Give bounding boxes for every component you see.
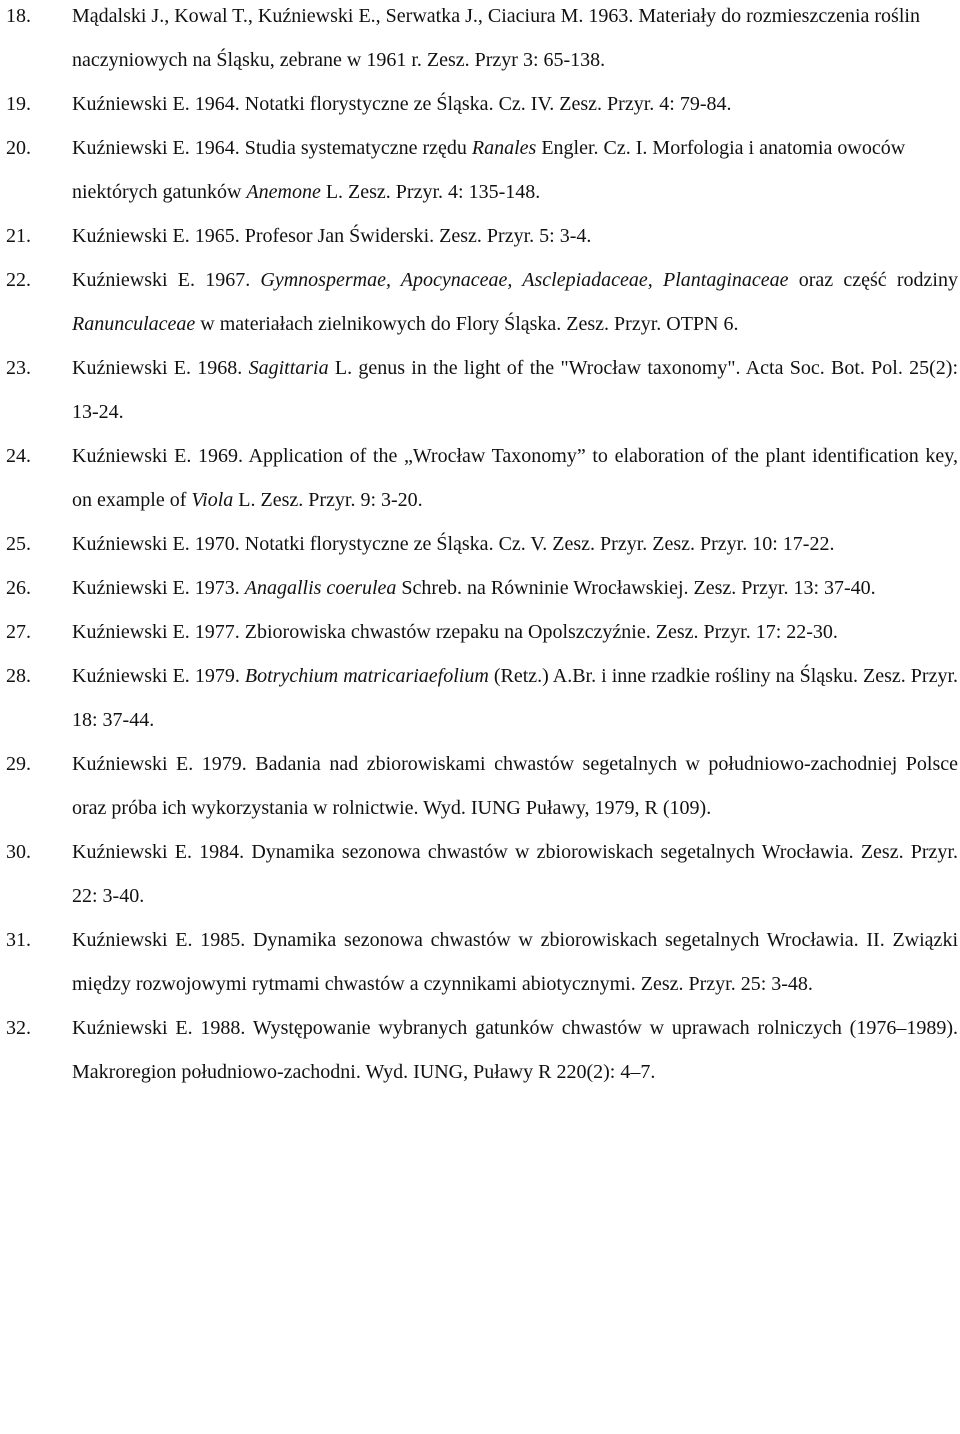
reference-number: 20. <box>6 137 31 159</box>
reference-segment: Kuźniewski E. 1985. Dynamika sezonowa chwastów w zbiorowiskach segetalnych Wrocławia. II. Związki między rozwojowymi rytmami chwastów a czynnikami abiotycznymi. Zesz. Przyr. 25: 3-48. <box>72 929 958 995</box>
reference-segment: Kuźniewski E. 1964. Studia systematyczne rzędu <box>72 137 472 159</box>
reference-number: 31. <box>6 929 31 951</box>
reference-text <box>72 82 958 126</box>
reference-text <box>72 522 958 566</box>
reference-item <box>0 258 960 346</box>
reference-segment: Kuźniewski E. 1968. <box>72 357 249 379</box>
reference-segment: Kuźniewski E. 1969. Application of the „Wrocław Taxonomy” to elaboration of the plant identification key, on example of <box>72 445 958 511</box>
reference-number: 32. <box>6 1017 31 1039</box>
reference-text <box>72 346 958 434</box>
reference-number: 29. <box>6 753 31 775</box>
reference-item <box>0 918 960 1006</box>
reference-text <box>72 258 958 346</box>
reference-number: 25. <box>6 533 31 555</box>
reference-number: 23. <box>6 357 31 379</box>
reference-text <box>72 654 958 742</box>
reference-segment: Kuźniewski E. 1979. Badania nad zbiorowiskami chwastów segetalnych w południowo-zachodniej Polsce oraz próba ich wykorzystania w rolnictwie. Wyd. IUNG Puławy, 1979, R (109). <box>72 753 958 819</box>
taxon-name: Sagittaria <box>248 357 329 379</box>
reference-item <box>0 1006 960 1094</box>
reference-item <box>0 82 960 126</box>
reference-segment: Kuźniewski E. 1988. Występowanie wybranych gatunków chwastów w uprawach rolniczych (1976–1989). Makroregion południowo-zachodni. Wyd. IUNG, Puławy R 220(2): 4–7. <box>72 1017 958 1083</box>
reference-segment: oraz część rodziny <box>788 269 958 291</box>
reference-segment: (Retz.) A.Br. i inne rzadkie rośliny na Śląsku. Zesz. Przyr. 18: 37-44. <box>72 665 958 731</box>
reference-number: 19. <box>6 93 31 115</box>
reference-number: 26. <box>6 577 31 599</box>
reference-segment: Kuźniewski E. 1965. Profesor Jan Świderski. Zesz. Przyr. 5: 3-4. <box>72 225 592 247</box>
reference-segment: w materiałach zielnikowych do Flory Śląska. Zesz. Przyr. OTPN 6. <box>195 313 739 335</box>
reference-item <box>0 742 960 830</box>
reference-item <box>0 126 960 214</box>
reference-segment: L. Zesz. Przyr. 4: 135-148. <box>320 181 541 203</box>
reference-number: 18. <box>6 5 31 27</box>
taxon-name: Ranales <box>471 137 537 159</box>
reference-item <box>0 346 960 434</box>
reference-text <box>72 830 958 918</box>
reference-text <box>72 918 958 1006</box>
taxon-name: Anagallis coerulea <box>244 577 397 599</box>
reference-text <box>72 566 958 610</box>
reference-segment: Kuźniewski E. 1970. Notatki florystyczne ze Śląska. Cz. V. Zesz. Przyr. Zesz. Przyr. 10: 17-22. <box>72 533 835 555</box>
reference-segment: Kuźniewski E. 1979. <box>72 665 245 687</box>
reference-text <box>72 1006 958 1094</box>
reference-text <box>72 214 958 258</box>
reference-item <box>0 214 960 258</box>
reference-number: 21. <box>6 225 31 247</box>
reference-item <box>0 522 960 566</box>
reference-segment: Schreb. na Równinie Wrocławskiej. Zesz. Przyr. 13: 37-40. <box>396 577 876 599</box>
reference-item <box>0 0 960 82</box>
reference-text <box>72 126 958 214</box>
reference-number: 22. <box>6 269 31 291</box>
reference-text <box>72 434 958 522</box>
reference-text <box>72 610 958 654</box>
reference-segment: Kuźniewski E. 1967. <box>72 269 261 291</box>
reference-segment: Kuźniewski E. 1977. Zbiorowiska chwastów rzepaku na Opolszczyźnie. Zesz. Przyr. 17: 22-30. <box>72 621 838 643</box>
taxon-name: Viola <box>191 489 234 511</box>
taxon-name: Gymnospermae, Apocynaceae, Asclepiadaceae, Plantaginaceae <box>260 269 789 291</box>
reference-segment: Kuźniewski E. 1984. Dynamika sezonowa chwastów w zbiorowiskach segetalnych Wrocławia. Zesz. Przyr. 22: 3-40. <box>72 841 958 907</box>
reference-number: 28. <box>6 665 31 687</box>
reference-segment: Mądalski J., Kowal T., Kuźniewski E., Serwatka J., Ciaciura M. 1963. Materiały do rozmieszczenia roślin naczyniowych na Śląsku, zebrane w 1961 r. Zesz. Przyr 3: 65-138. <box>72 5 920 71</box>
reference-segment: L. genus in the light of the "Wrocław taxonomy". Acta Soc. Bot. Pol. 25(2): 13-24. <box>72 357 958 423</box>
reference-item <box>0 434 960 522</box>
taxon-name: Botrychium matricariaefolium <box>244 665 489 687</box>
reference-item <box>0 566 960 610</box>
reference-item <box>0 830 960 918</box>
reference-item <box>0 654 960 742</box>
reference-segment: Kuźniewski E. 1973. <box>72 577 245 599</box>
reference-number: 30. <box>6 841 31 863</box>
reference-text <box>72 0 958 82</box>
taxon-name: Ranunculaceae <box>72 313 196 335</box>
reference-text <box>72 742 958 830</box>
reference-segment: Kuźniewski E. 1964. Notatki florystyczne ze Śląska. Cz. IV. Zesz. Przyr. 4: 79-84. <box>72 93 732 115</box>
reference-segment: L. Zesz. Przyr. 9: 3-20. <box>233 489 423 511</box>
taxon-name: Anemone <box>246 181 321 203</box>
reference-number: 24. <box>6 445 31 467</box>
reference-segment: Engler. Cz. I. Morfologia i anatomia owoców niektórych gatunków <box>72 137 906 203</box>
reference-number: 27. <box>6 621 31 643</box>
reference-item <box>0 610 960 654</box>
